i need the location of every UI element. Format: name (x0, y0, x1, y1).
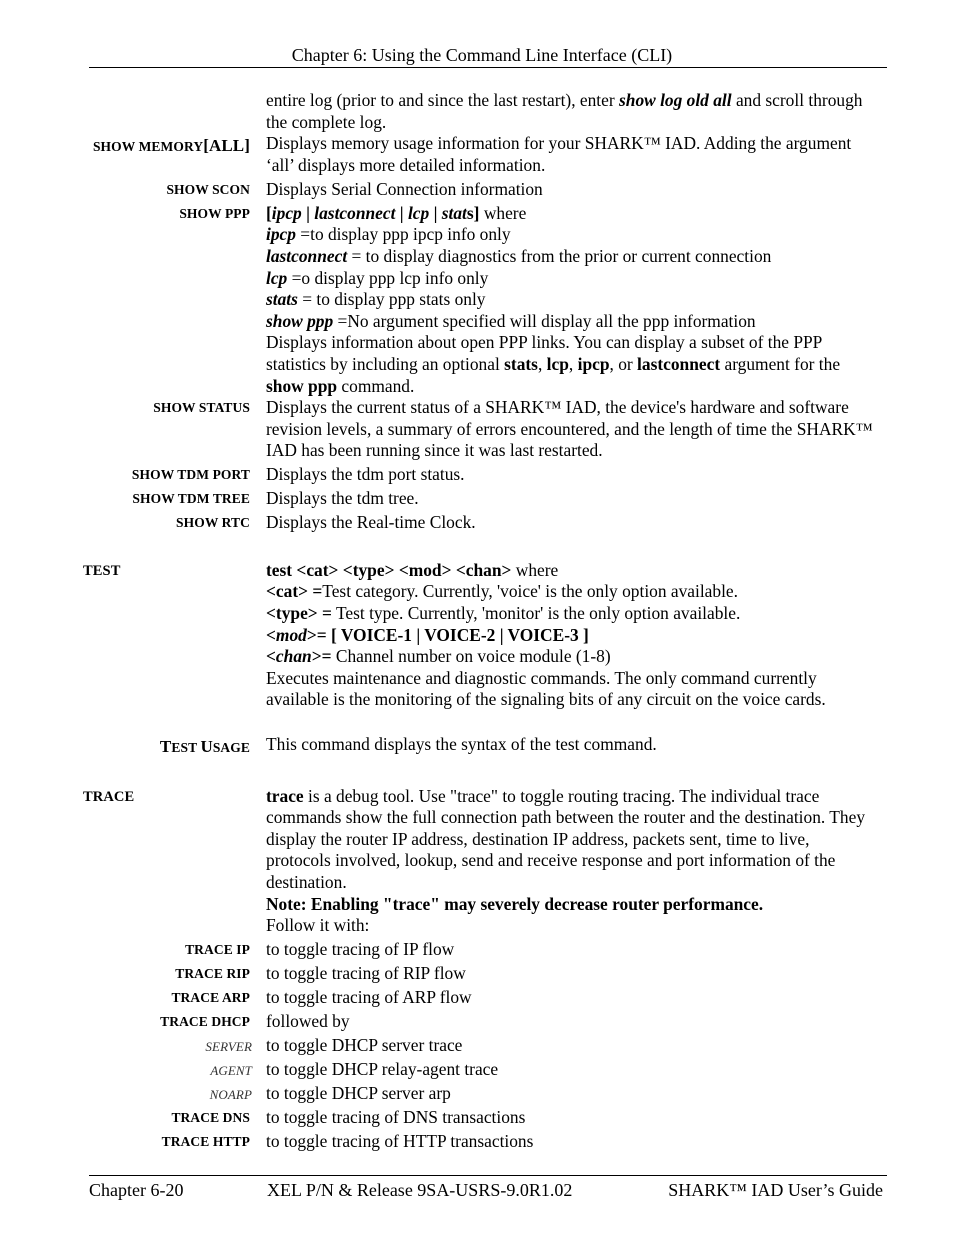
trace-ip-label: TRACE IP (185, 942, 250, 958)
test-label: TEST (83, 562, 121, 579)
trace-rip-label: TRACE RIP (175, 966, 250, 982)
show-tdm-port-entry (0, 464, 954, 486)
log-text-a: entire log (prior to and since the last restart), enter (266, 90, 619, 110)
show-ppp-syntax: [ipcp | lastconnect | lcp | stats] where (266, 202, 527, 223)
trace-arp-desc: to toggle tracing of ARP flow (266, 987, 472, 1008)
show-scon-entry (0, 179, 954, 201)
trace-http-desc: to toggle tracing of HTTP transactions (266, 1131, 534, 1151)
show-status-desc: Displays the current status of a SHARK™ IAD, the device's hardware and software revision levels, a summary of errors encountered, and the length of time the SHARK™ IAD has been running since it was last restarted. (266, 397, 873, 461)
trace-dns-entry (0, 1107, 954, 1129)
footer-rule (89, 1175, 887, 1176)
trace-dhcp-server-entry (0, 1035, 954, 1057)
trace-rip-entry (0, 963, 954, 985)
test-usage-desc: This command displays the syntax of the test command. (266, 733, 657, 754)
trace-rip-desc: to toggle tracing of RIP flow (266, 963, 466, 984)
trace-dhcp-agent-entry (0, 1059, 954, 1081)
ppp-opt-stats: stats = to display ppp stats only (266, 289, 486, 310)
trace-ip-entry (0, 939, 954, 961)
trace-dhcp-desc: followed by (266, 1011, 350, 1032)
footer-release: XEL P/N & Release 9SA-USRS-9.0R1.02 (267, 1180, 573, 1200)
log-continuation (0, 90, 954, 133)
show-tdm-port-desc: Displays the tdm port status. (266, 464, 465, 485)
show-memory-desc: Displays memory usage information for your SHARK™ IAD. Adding the argument ‘all’ displays more detailed information. (266, 133, 852, 175)
ppp-opt-noarg: show ppp =No argument specified will display all the ppp information (266, 310, 756, 331)
trace-dhcp-server-desc: to toggle DHCP server trace (266, 1035, 463, 1056)
trace-http-entry (0, 1131, 954, 1153)
show-scon-label: SHOW SCON (166, 181, 250, 197)
show-tdm-tree-desc: Displays the tdm tree. (266, 488, 419, 509)
trace-dhcp-entry (0, 1011, 954, 1033)
test-usage-entry (0, 734, 954, 756)
show-rtc-label: SHOW RTC (176, 515, 250, 531)
trace-label: TRACE (83, 788, 135, 805)
footer-guide-title: SHARK™ IAD User’s Guide (668, 1180, 883, 1200)
show-tdm-tree-label: SHOW TDM TREE (132, 491, 250, 507)
test-mod: <mod>= [ VOICE-1 | VOICE-2 | VOICE-3 ] (266, 624, 589, 645)
show-memory-label: SHOW MEMORY[ALL] (92, 136, 250, 156)
log-text-b: and scroll through the complete log. (266, 90, 863, 132)
show-ppp-entry (0, 203, 954, 397)
trace-ip-desc: to toggle tracing of IP flow (266, 939, 455, 960)
ppp-opt-lastconnect: lastconnect = to display diagnostics from the prior or current connection (266, 245, 772, 266)
trace-note: Note: Enabling "trace" may severely decrease router performance. (266, 893, 764, 914)
show-status-label: SHOW STATUS (153, 400, 250, 416)
show-ppp-desc: Displays information about open PPP links. You can display a subset of the PPP statistics by including an optional stats, lcp, ipcp, or lastconnect argument for the show ppp command. (266, 332, 841, 396)
show-status-entry (0, 397, 954, 462)
show-ppp-label: SHOW PPP (179, 205, 250, 221)
trace-dns-desc: to toggle tracing of DNS transactions (266, 1107, 526, 1128)
header-rule (89, 67, 887, 68)
show-rtc-entry (0, 512, 954, 534)
test-chan: <chan>= Channel number on voice module (1-8) (266, 646, 611, 667)
show-tdm-tree-entry (0, 488, 954, 510)
trace-dhcp-agent-label: AGENT (210, 1063, 252, 1079)
test-usage-label: TEST USAGE (159, 736, 250, 756)
trace-entry (0, 786, 954, 937)
page-header-title: Chapter 6: Using the Command Line Interface (CLI) (291, 45, 673, 65)
show-tdm-port-label: SHOW TDM PORT (131, 467, 250, 483)
test-syntax: test <cat> <type> <mod> <chan> where (266, 559, 559, 580)
trace-dhcp-label: TRACE DHCP (160, 1014, 250, 1030)
trace-follow: Follow it with: (266, 915, 370, 936)
show-memory-entry (0, 133, 954, 176)
trace-arp-entry (0, 987, 954, 1009)
test-desc: Executes maintenance and diagnostic commands. The only command currently available is the monitoring of the signaling bits of any circuit on the voice cards. (266, 667, 826, 710)
trace-dhcp-noarp-label: NOARP (209, 1087, 252, 1103)
page-content (0, 90, 954, 1153)
trace-dhcp-server-label: SERVER (205, 1039, 252, 1055)
ppp-opt-lcp: lcp =o display ppp lcp info only (266, 267, 489, 288)
trace-dhcp-noarp-entry (0, 1083, 954, 1105)
trace-arp-label: TRACE ARP (171, 990, 250, 1006)
test-type: <type> = Test type. Currently, 'monitor' is the only option available. (266, 603, 741, 624)
trace-dhcp-agent-desc: to toggle DHCP relay-agent trace (266, 1059, 499, 1080)
ppp-opt-ipcp: ipcp =to display ppp ipcp info only (266, 224, 511, 245)
trace-intro: trace is a debug tool. Use "trace" to toggle routing tracing. The individual trace commands show the full connection path between the router and the destination. They display the router IP address, destination IP address, packets sent, time to live, protocols involved, lookup, send and receive response and port information of the destination. (266, 785, 866, 892)
footer-page-number: Chapter 6-20 (89, 1180, 184, 1200)
show-scon-desc: Displays Serial Connection information (266, 178, 543, 199)
test-entry (0, 560, 954, 711)
trace-http-label: TRACE HTTP (161, 1134, 250, 1149)
trace-dns-label: TRACE DNS (171, 1110, 250, 1126)
show-rtc-desc: Displays the Real-time Clock. (266, 512, 476, 533)
log-command: show log old all (619, 90, 732, 110)
test-cat: <cat> =Test category. Currently, 'voice' is the only option available. (266, 581, 738, 602)
trace-dhcp-noarp-desc: to toggle DHCP server arp (266, 1083, 451, 1104)
